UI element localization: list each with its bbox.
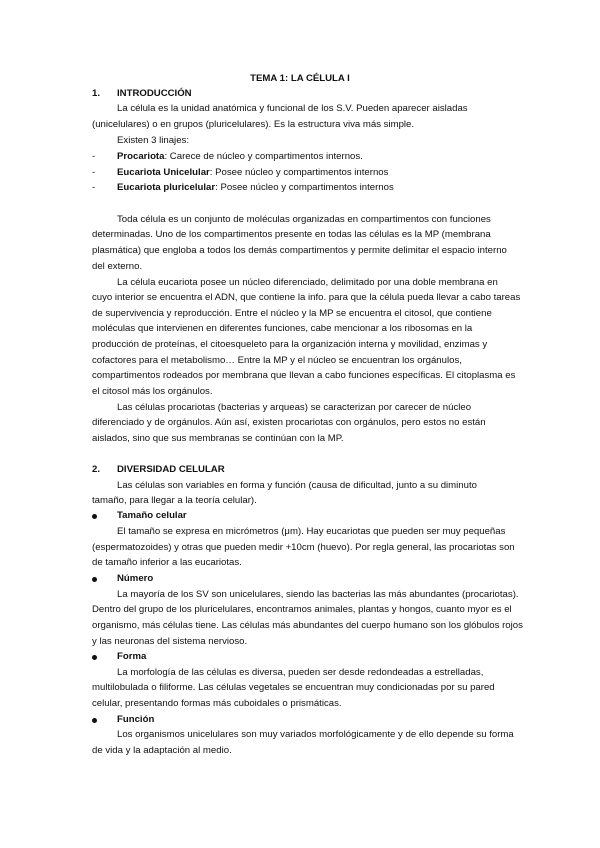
text-line: determinadas. Uno de los compartimentos presente en todas las células es la MP (membrana	[92, 229, 491, 240]
text-line: celular, presentando formas más cuboidales o prismáticas.	[92, 698, 342, 709]
linaje-term: Procariota	[117, 151, 165, 162]
text-line: el citosol más los orgánulos.	[92, 386, 213, 397]
subheading-forma: Forma	[117, 651, 147, 662]
text-line: Los organismos unicelulares son muy variados morfológicamente y de ello depende su forma	[117, 729, 514, 740]
section-1-number: 1.	[92, 88, 101, 99]
text-line: El tamaño se expresa en micrómetros (μm). Hay eucariotas que pueden ser muy pequeñas	[117, 526, 506, 537]
text-line: moléculas que intervienen en diferentes funciones, cabe mencionar a los ribosomas en la	[92, 323, 473, 334]
text-line: de tamaño inferior a las eucariotas.	[92, 557, 242, 568]
text-line: cuyo interior se encuentra el ADN, que contiene la info. para que la célula pueda llevar a cabo tareas	[92, 292, 521, 303]
linajes-intro: Existen 3 linajes:	[117, 135, 189, 146]
linaje-item	[117, 182, 547, 194]
text-line: aislados, sino que sus membranas se continúan con la MP.	[92, 433, 344, 444]
text-line: Toda célula es un conjunto de moléculas organizadas en compartimentos con funciones	[117, 214, 491, 225]
text-line: organismo, más células tiene. Las células más abundantes del cuerpo humano son los glóbulos rojos	[92, 620, 523, 631]
linaje-desc: : Carece de núcleo y compartimentos internos.	[164, 151, 363, 162]
linaje-item	[117, 151, 547, 163]
linaje-item	[117, 167, 547, 179]
text-line: Dentro del grupo de los pluricelulares, encontramos animales, plantas y hongos, cuanto myor es el	[92, 604, 512, 615]
subheading-tamano: Tamaño celular	[117, 510, 187, 521]
text-line: de supervivencia y reproducción. Entre el núcleo y la MP se encuentra el citosol, que contiene	[92, 308, 492, 319]
section-2-heading: DIVERSIDAD CELULAR	[117, 464, 225, 475]
text-line: compartimentos rodeados por membrana que llevan a cabo funciones específicas. El citoplasma es	[92, 370, 516, 381]
text-line: diferenciado y de orgánulos. Aún así, existen procariotas con orgánulos, pero estos no están	[92, 417, 486, 428]
linaje-desc: : Posee núcleo y compartimentos internos	[215, 182, 394, 193]
dash-marker: -	[92, 182, 96, 193]
dash-marker: -	[92, 167, 96, 178]
text-line: La célula es la unidad anatómica y funcional de los S.V. Pueden aparecer aisladas	[117, 103, 468, 114]
bullet-icon	[92, 655, 97, 660]
text-line: producción de proteínas, el citoesqueleto para la organización interna y movilidad, enzimas y	[92, 339, 488, 350]
text-line: (espermatozoides) y otras que pueden medir +10cm (huevo). Por regla general, las procariotas son	[92, 542, 515, 553]
section-1-heading: INTRODUCCIÓN	[117, 88, 192, 99]
page-title: TEMA 1: LA CÉLULA I	[250, 73, 350, 84]
linaje-term: Eucariota pluricelular	[117, 182, 216, 193]
text-line: La morfología de las células es diversa, pueden ser desde redondeadas a estrelladas,	[117, 667, 484, 678]
dash-marker: -	[92, 151, 96, 162]
text-line: y las neuronas del sistema nervioso.	[92, 636, 248, 647]
text-line: de vida y la adaptación al medio.	[92, 745, 232, 756]
subheading-funcion: Función	[117, 714, 155, 725]
text-line: multilobulada o filiforme. Las células vegetales se encuentran muy condicionadas por su pared	[92, 682, 495, 693]
text-line: La mayoría de los SV son unicelulares, siendo las bacterias las más abundantes (procariotas).	[117, 589, 519, 600]
subheading-numero: Número	[117, 573, 154, 584]
text-line: plasmática) que engloba a todos los demás compartimentos y permite delimitar el espacio interno	[92, 245, 507, 256]
bullet-icon	[92, 514, 97, 519]
linaje-term: Eucariota Unicelular	[117, 167, 210, 178]
text-line: tamaño, para llegar a la teoría celular).	[92, 495, 257, 506]
text-line: Las células procariotas (bacterias y arqueas) se caracterizan por carecer de núcleo	[117, 402, 472, 413]
text-line: Las células son variables en forma y función (causa de dificultad, junto a su diminuto	[117, 480, 477, 491]
text-line: cofactores para el metabolismo… Entre la MP y el núcleo se encuentran los orgánulos,	[92, 355, 462, 366]
text-line: del externo.	[92, 261, 143, 272]
bullet-icon	[92, 718, 97, 723]
linaje-desc: : Posee núcleo y compartimentos internos	[209, 167, 389, 178]
section-2-number: 2.	[92, 464, 101, 475]
text-line: (unicelulares) o en grupos (pluricelulares). Es la estructura viva más simple.	[92, 119, 415, 130]
bullet-icon	[92, 577, 97, 582]
text-line: La célula eucariota posee un núcleo diferenciado, delimitado por una doble membrana en	[117, 277, 498, 288]
